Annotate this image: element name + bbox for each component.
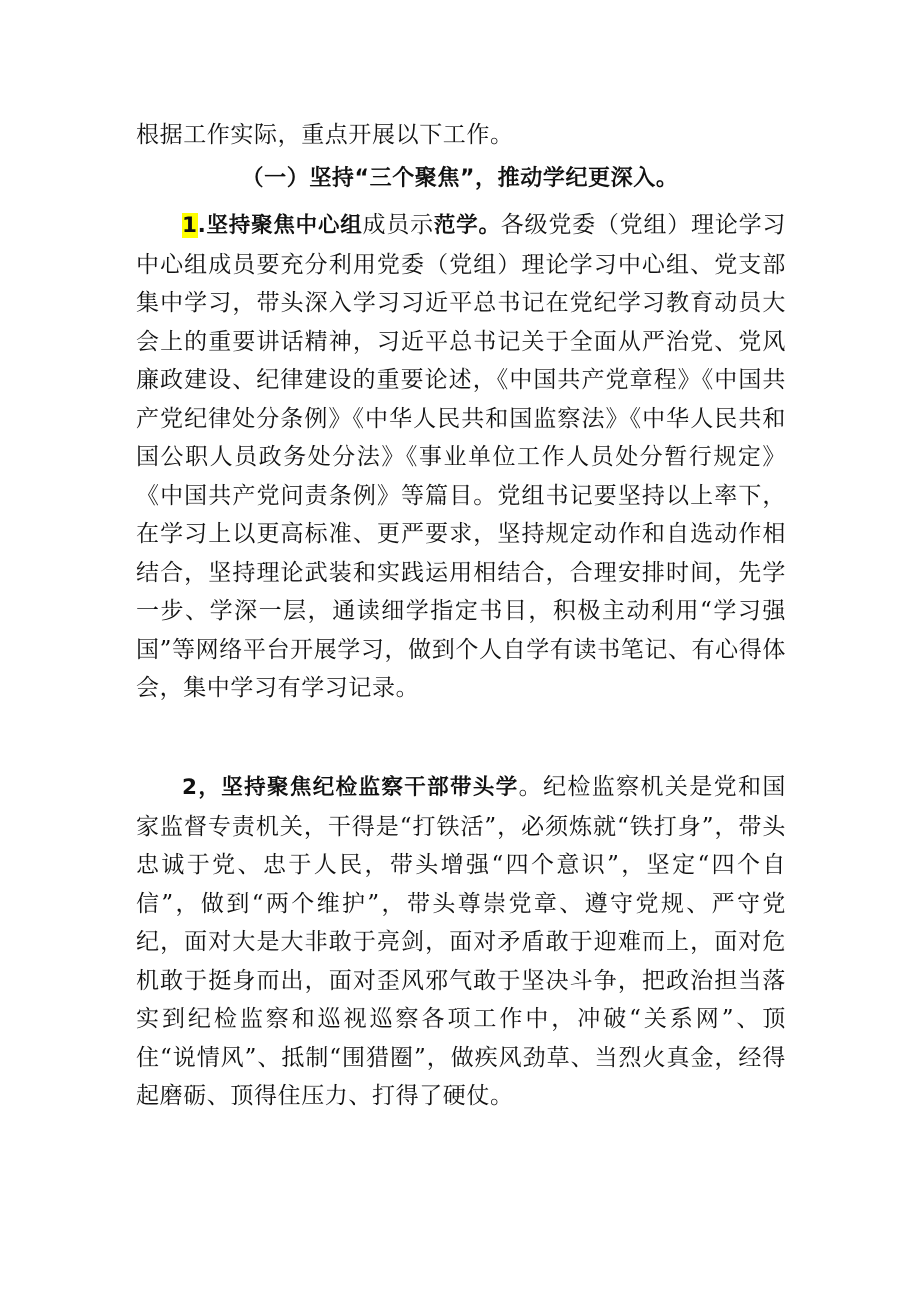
intro-text: 根据工作实际，重点开展以下工作。 xyxy=(136,122,514,148)
item-2-number: 2 xyxy=(182,775,198,800)
item-2-body: 纪检监察机关是党和国家监督专责机关，干得是“打铁活”，必须炼就“铁打身”，带头忠诚于党、忠于人民，带头增强“四个意识”，坚定“四个自信”，做到“两个维护”，带头尊崇党章、遵守党规、严守党纪，面对大是大非敢于亮剑，面对矛盾敢于迎难而上，面对危机敢于挺身而出，面对歪风邪气敢于坚决斗争，把政治担当落实到纪检监察和巡视巡察各项工作中，冲破“关系网”、顶住“说情风”、抵制“围猎圈”，做疾风劲草、当烈火真金，经得起磨砺、顶得住压力、打得了硬仗。 xyxy=(136,774,787,1109)
item-1-lead-c: 范学。 xyxy=(433,213,501,238)
item-2-paragraph xyxy=(136,768,786,1116)
item-2-lead-b: 。 xyxy=(518,774,544,800)
item-1-paragraph xyxy=(136,206,786,708)
item-1-body: 各级党委（党组）理论学习中心组成员要充分利用党委（党组）理论学习中心组、党支部集中学习，带头深入学习习近平总书记在党纪学习教育动员大会上的重要讲话精神，习近平总书记关于全面从严治党、党风廉政建设、纪律建设的重要论述，《中国共产党章程》《中国共产党纪律处分条例》《中华人民共和国监察法》《中华人民共和国公职人员政务处分法》《事业单位工作人员处分暂行规定》《中国共产党问责条例》等篇目。党组书记要坚持以上率下，在学习上以更高标准、更严要求，坚持规定动作和自选动作相结合，坚持理论武装和实践运用相结合，合理安排时间，先学一步、学深一层，通读细学指定书目，积极主动利用“学习强国”等网络平台开展学习，做到个人自学有读书笔记、有心得体会，集中学习有学习记录。 xyxy=(136,212,786,701)
item-1-number-highlight: 1 xyxy=(182,213,198,238)
item-1-lead-a: .坚持聚焦中心组 xyxy=(197,213,363,238)
section-heading: （一）坚持“三个聚焦”，推动学纪更深入。 xyxy=(241,166,679,191)
item-2-lead-a: ，坚持聚焦纪检监察干部带头学 xyxy=(197,775,519,800)
intro-paragraph xyxy=(136,116,786,155)
item-1-lead-b: 成员示 xyxy=(362,212,434,238)
